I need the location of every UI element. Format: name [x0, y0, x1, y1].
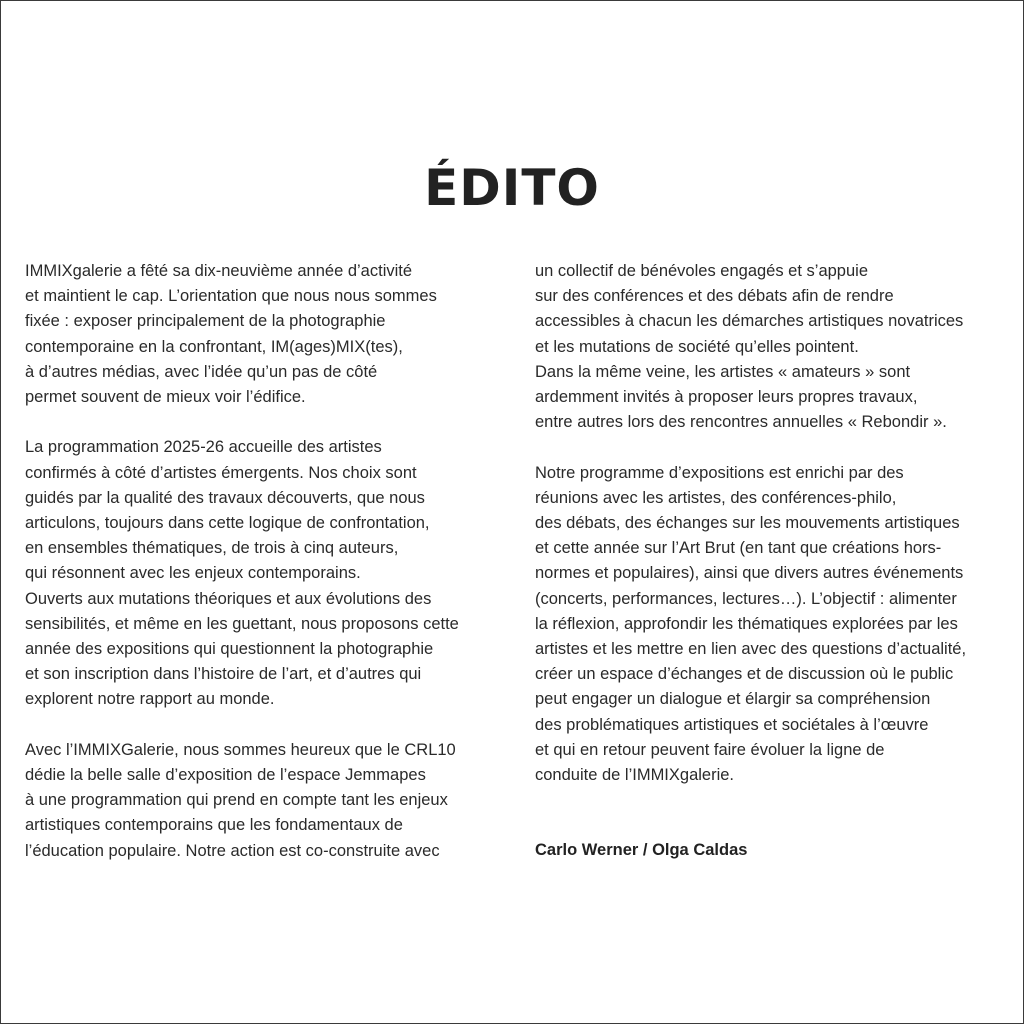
text-line: et qui en retour peuvent faire évoluer la ligne de — [535, 740, 885, 759]
paragraph-gap — [25, 410, 505, 435]
text-line: Notre programme d’expositions est enrichi par des — [535, 463, 904, 482]
text-line: explorent notre rapport au monde. — [25, 690, 275, 709]
text-line: Ouverts aux mutations théoriques et aux évolutions des — [25, 589, 432, 608]
text-line: artistiques contemporains que les fondamentaux de — [25, 816, 403, 835]
paragraph-gap — [25, 713, 505, 738]
text-line: la réflexion, approfondir les thématiques explorées par les — [535, 614, 958, 633]
text-line: La programmation 2025-26 accueille des artistes — [25, 438, 382, 457]
text-line: et son inscription dans l’histoire de l’art, et d’autres qui — [25, 665, 422, 684]
text-line: et les mutations de société qu’elles pointent. — [535, 337, 859, 356]
text-line: créer un espace d’échanges et de discussion où le public — [535, 665, 954, 684]
text-line: un collectif de bénévoles engagés et s’appuie — [535, 262, 868, 280]
text-line: qui résonnent avec les enjeux contemporains. — [25, 564, 361, 583]
paragraph — [25, 738, 505, 864]
text-line: ardemment invités à proposer leurs propres travaux, — [535, 388, 918, 407]
text-line: IMMIXgalerie a fêté sa dix-neuvième année d’activité — [25, 262, 413, 280]
text-line: conduite de l’IMMIXgalerie. — [535, 766, 735, 785]
text-line: et maintient le cap. L’orientation que nous nous sommes — [25, 287, 437, 306]
text-line: Avec l’IMMIXGalerie, nous sommes heureux que le CRL10 — [25, 740, 456, 759]
text-line: sur des conférences et des débats afin de rendre — [535, 287, 894, 306]
text-line: contemporaine en la confrontant, IM(ages)MIX(tes), — [25, 337, 403, 356]
text-line: fixée : exposer principalement de la photographie — [25, 312, 386, 331]
text-line: accessibles à chacun les démarches artistiques novatrices — [535, 312, 964, 331]
text-line: dédie la belle salle d’exposition de l’espace Jemmapes — [25, 766, 426, 785]
text-line: des problématiques artistiques et sociétales à l’œuvre — [535, 715, 929, 734]
right-column — [535, 259, 1015, 788]
text-line: entre autres lors des rencontres annuelles « Rebondir ». — [535, 413, 947, 432]
text-line: (concerts, performances, lectures…). L’objectif : alimenter — [535, 589, 957, 608]
text-line: en ensembles thématiques, de trois à cinq auteurs, — [25, 539, 399, 558]
paragraph — [535, 461, 1015, 789]
text-line: réunions avec les artistes, des conférences-philo, — [535, 488, 897, 507]
text-line: guidés par la qualité des travaux découverts, que nous — [25, 488, 425, 507]
paragraph — [25, 259, 505, 410]
paragraph — [535, 259, 1015, 435]
text-line: à d’autres médias, avec l’idée qu’un pas de côté — [25, 362, 378, 381]
text-line: Dans la même veine, les artistes « amateurs » sont — [535, 362, 911, 381]
text-line: peut engager un dialogue et élargir sa compréhension — [535, 690, 931, 709]
text-line: l’éducation populaire. Notre action est co-construite avec — [25, 841, 440, 860]
left-column — [25, 259, 505, 864]
signature: Carlo Werner / Olga Caldas — [535, 841, 748, 859]
text-line: permet souvent de mieux voir l’édifice. — [25, 388, 306, 407]
text-line: articulons, toujours dans cette logique de confrontation, — [25, 514, 430, 533]
page-title: ÉDITO — [424, 159, 600, 217]
text-line: artistes et les mettre en lien avec des questions d’actualité, — [535, 640, 967, 659]
text-line: sensibilités, et même en les guettant, nous proposons cette — [25, 614, 459, 633]
text-line: à une programmation qui prend en compte tant les enjeux — [25, 791, 448, 810]
paragraph — [25, 435, 505, 712]
text-line: normes et populaires), ainsi que divers autres événements — [535, 564, 964, 583]
text-line: année des expositions qui questionnent la photographie — [25, 640, 434, 659]
text-line: confirmés à côté d’artistes émergents. Nos choix sont — [25, 463, 417, 482]
text-line: et cette année sur l’Art Brut (en tant que créations hors- — [535, 539, 942, 558]
paragraph-gap — [535, 435, 1015, 460]
text-line: des débats, des échanges sur les mouvements artistiques — [535, 514, 960, 533]
